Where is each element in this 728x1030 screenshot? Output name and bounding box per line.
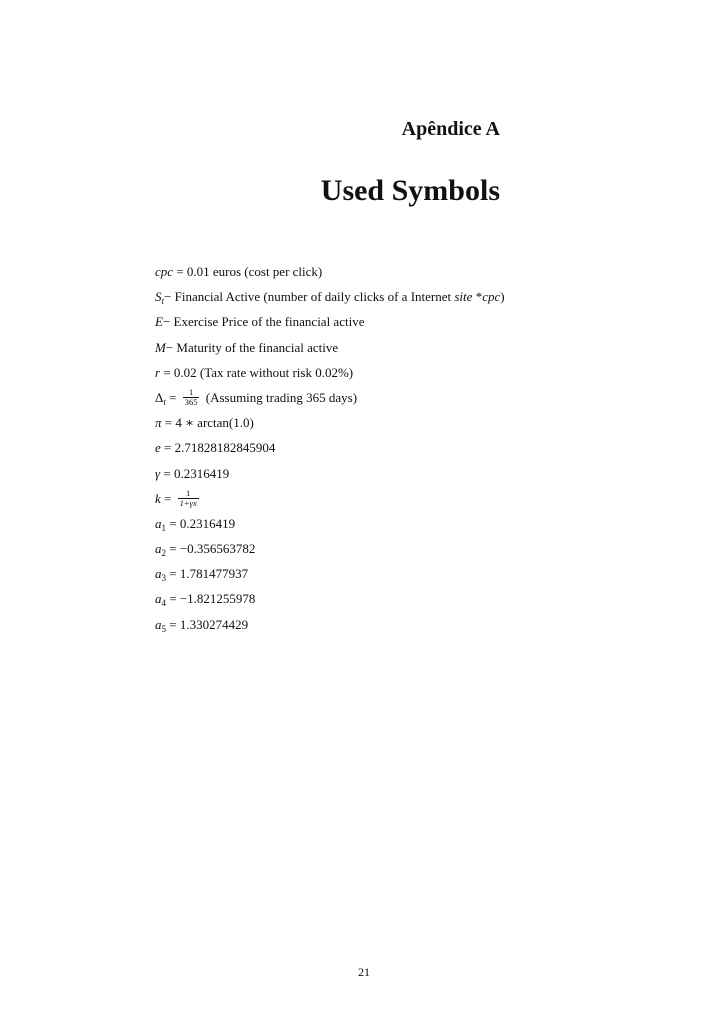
symbol-definition: = 2.71828182845904 <box>160 440 276 456</box>
page-number-text: 21 <box>358 965 370 979</box>
symbol-definition: = 0.2316419 <box>160 465 230 481</box>
symbol-cpc <box>155 262 625 287</box>
symbol-name: cpc <box>155 264 174 279</box>
symbol-delta <box>155 388 625 413</box>
fraction-numerator: 1 <box>178 489 199 499</box>
symbol-name: π <box>155 415 162 431</box>
symbol-k <box>155 489 625 514</box>
symbol-definition: − Financial Active (number of daily clicks of a Internet <box>164 289 455 305</box>
symbol-definition: − Maturity of the financial active <box>165 339 339 355</box>
symbol-a5 <box>155 615 625 640</box>
symbol-a4 <box>155 589 625 614</box>
symbol-a1 <box>155 514 625 539</box>
symbol-definition: (Assuming trading 365 days) <box>202 389 358 405</box>
symbol-e <box>155 438 625 463</box>
symbol-subscript: 2 <box>161 548 166 559</box>
symbol-definition: = 1.330274429 <box>166 616 249 632</box>
symbol-subscript: 1 <box>161 522 166 533</box>
fraction <box>178 489 199 508</box>
symbol-definition: * <box>472 289 483 305</box>
symbol-name: a <box>155 566 162 582</box>
symbol-subscript: t <box>163 396 166 407</box>
symbol-subscript: t <box>161 296 165 307</box>
symbol-definition: = 0.01 euros (cost per click) <box>173 264 323 279</box>
symbol-name: γ <box>155 465 161 481</box>
fraction <box>183 388 200 407</box>
symbol-list <box>155 262 625 640</box>
symbol-name: S <box>155 289 162 305</box>
fraction-denominator: 365 <box>184 397 198 408</box>
symbol-name: a <box>155 541 162 557</box>
symbol-name: a <box>155 591 162 607</box>
symbol-definition-italic: cpc <box>482 289 501 305</box>
symbol-gamma <box>155 464 625 489</box>
symbol-definition: = −1.821255978 <box>166 591 256 607</box>
fraction-numerator: 1 <box>183 388 200 398</box>
symbol-st <box>155 287 625 312</box>
symbol-name: E <box>155 314 163 330</box>
symbol-equals: = <box>160 490 175 506</box>
symbol-subscript: 3 <box>161 573 166 584</box>
chapter-title: Used Symbols <box>320 174 500 207</box>
symbol-name: M <box>155 339 166 355</box>
symbol-maturity <box>155 338 625 363</box>
symbol-a3 <box>155 564 625 589</box>
symbol-definition: = 1.781477937 <box>166 566 249 582</box>
symbol-definition: = 0.2316419 <box>166 515 236 531</box>
symbol-name: a <box>155 616 162 632</box>
symbol-pi <box>155 413 625 438</box>
symbol-a2 <box>155 539 625 564</box>
symbol-name: k <box>155 490 161 506</box>
symbol-name: r <box>155 364 161 380</box>
symbol-definition: = 4 ∗ arctan(1.0) <box>161 415 254 431</box>
symbol-subscript: 4 <box>161 598 166 609</box>
chapter-label: Apêndice A <box>401 118 500 140</box>
symbol-rate <box>155 363 625 388</box>
symbol-definition: = −0.356563782 <box>166 541 256 557</box>
symbol-equals: = <box>165 389 180 405</box>
symbol-name: a <box>155 515 162 531</box>
fraction-denominator: 1+γx <box>179 498 197 509</box>
symbol-exercise-price <box>155 312 625 337</box>
symbol-definition: ) <box>500 289 505 305</box>
symbol-name: e <box>155 440 161 456</box>
symbol-definition-italic: site <box>454 289 473 305</box>
symbol-name: Δ <box>155 389 164 405</box>
symbol-definition: − Exercise Price of the financial active <box>162 314 365 330</box>
symbol-definition: = 0.02 (Tax rate without risk 0.02%) <box>160 364 354 380</box>
symbol-subscript: 5 <box>161 623 166 634</box>
